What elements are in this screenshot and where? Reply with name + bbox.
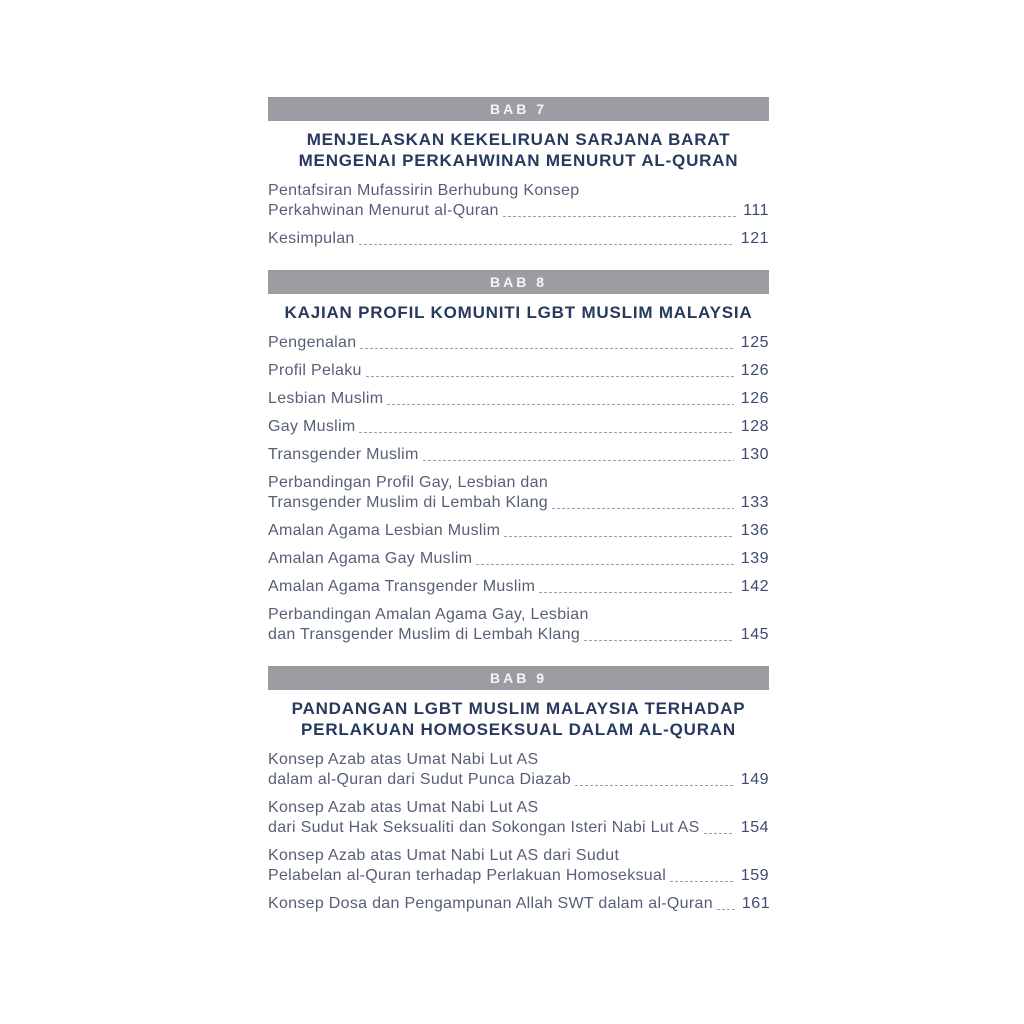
chapter-bab-bar <box>268 666 769 690</box>
toc-entry <box>268 894 769 914</box>
dot-leader <box>503 216 736 217</box>
dot-leader <box>360 348 733 349</box>
toc-entry <box>268 521 769 541</box>
toc-entry-lastline <box>268 818 769 838</box>
toc-page-number: 154 <box>740 819 769 836</box>
dot-leader <box>423 460 734 461</box>
toc-entry-lastline <box>268 361 769 381</box>
toc-entry-line: Pentafsiran Mufassirin Berhubung Konsep <box>268 182 580 199</box>
toc-entry <box>268 605 769 645</box>
dot-leader <box>584 640 734 641</box>
toc-entry-text: Konsep Dosa dan Pengampunan Allah SWT dalam al-Quran <box>268 895 713 912</box>
toc-entry-text: Transgender Muslim <box>268 446 419 463</box>
toc-entry-text: Kesimpulan <box>268 230 355 247</box>
toc-page-number: 126 <box>740 362 769 379</box>
toc-entry-line: Konsep Azab atas Umat Nabi Lut AS dari Sudut <box>268 847 620 864</box>
toc-entry-text: Amalan Agama Lesbian Muslim <box>268 522 501 539</box>
dot-leader <box>704 833 734 834</box>
toc-entry <box>268 333 769 353</box>
toc-page-number: 133 <box>740 494 769 511</box>
toc-page-number: 136 <box>740 522 769 539</box>
toc-entry-lastline <box>268 770 769 790</box>
toc-entry-line: Konsep Azab atas Umat Nabi Lut AS <box>268 799 539 816</box>
toc-page-number: 111 <box>743 202 769 219</box>
toc-page-number: 159 <box>740 867 769 884</box>
chapter-bab-label: BAB 7 <box>489 101 547 117</box>
toc-page-number: 161 <box>741 895 771 912</box>
toc-entries-list <box>268 750 769 914</box>
chapter-bab-label: BAB 9 <box>489 670 547 686</box>
chapter-section <box>268 270 769 645</box>
toc-entries-list <box>268 333 769 645</box>
toc-entry <box>268 229 769 249</box>
toc-page-number: 130 <box>740 446 769 463</box>
chapter-section <box>268 666 769 914</box>
chapter-title-line: MENJELASKAN KEKELIRUAN SARJANA BARAT <box>306 130 731 149</box>
dot-leader <box>575 785 734 786</box>
chapters-root <box>268 97 769 914</box>
toc-entry-text: Amalan Agama Transgender Muslim <box>268 578 536 595</box>
toc-entries-list <box>268 181 769 249</box>
toc-page-number: 128 <box>740 418 769 435</box>
toc-entry-text: Pelabelan al-Quran terhadap Perlakuan Homoseksual <box>268 867 667 884</box>
toc-entry-lastline <box>268 389 769 409</box>
toc-page-number: 121 <box>740 230 769 247</box>
dot-leader <box>670 881 734 882</box>
toc-entry-lastline <box>268 894 769 914</box>
toc-entry <box>268 846 769 886</box>
toc-entry-text: Perkahwinan Menurut al-Quran <box>268 202 499 219</box>
toc-entry-lastline <box>268 549 769 569</box>
toc-page-number: 142 <box>740 578 769 595</box>
dot-leader <box>476 564 733 565</box>
toc-entry-text: Transgender Muslim di Lembah Klang <box>268 494 548 511</box>
toc-page-number: 149 <box>740 771 769 788</box>
chapter-bab-bar <box>268 97 769 121</box>
toc-entry-lastline <box>268 333 769 353</box>
chapter-bab-label: BAB 8 <box>489 274 547 290</box>
dot-leader <box>539 592 734 593</box>
toc-entry <box>268 750 769 790</box>
toc-entry-text: Amalan Agama Gay Muslim <box>268 550 473 567</box>
chapter-title <box>268 302 769 323</box>
toc-entry-lastline <box>268 521 769 541</box>
toc-entry-lastline <box>268 577 769 597</box>
dot-leader <box>717 909 735 910</box>
chapter-title-line: MENGENAI PERKAHWINAN MENURUT AL-QURAN <box>298 151 739 170</box>
toc-entry <box>268 181 769 221</box>
toc-entry <box>268 577 769 597</box>
chapter-bab-bar <box>268 270 769 294</box>
toc-page-number: 139 <box>740 550 769 567</box>
toc-entry-text: Pengenalan <box>268 334 357 351</box>
toc-entry <box>268 549 769 569</box>
toc-entry-line: Perbandingan Profil Gay, Lesbian dan <box>268 474 549 491</box>
chapter-title <box>268 698 769 740</box>
toc-entry-lastline <box>268 229 769 249</box>
toc-entry <box>268 417 769 437</box>
toc-entry <box>268 473 769 513</box>
toc-page-number: 126 <box>740 390 769 407</box>
toc-entry <box>268 389 769 409</box>
dot-leader <box>504 536 734 537</box>
toc-entry-lastline <box>268 493 769 513</box>
toc-column <box>268 97 769 922</box>
toc-entry-text: Lesbian Muslim <box>268 390 384 407</box>
chapter-title-line: KAJIAN PROFIL KOMUNITI LGBT MUSLIM MALAYSIA <box>284 303 753 322</box>
chapter-title-line: PERLAKUAN HOMOSEKSUAL DALAM AL-QURAN <box>301 720 736 739</box>
toc-page-number: 125 <box>740 334 769 351</box>
toc-entry-text: dan Transgender Muslim di Lembah Klang <box>268 626 581 643</box>
toc-entry-text: dalam al-Quran dari Sudut Punca Diazab <box>268 771 572 788</box>
toc-entry-lastline <box>268 417 769 437</box>
toc-entry <box>268 361 769 381</box>
chapter-title-line: PANDANGAN LGBT MUSLIM MALAYSIA TERHADAP <box>291 699 746 718</box>
toc-entry-line: Konsep Azab atas Umat Nabi Lut AS <box>268 751 539 768</box>
toc-entry-lastline <box>268 625 769 645</box>
dot-leader <box>552 508 734 509</box>
chapter-section <box>268 97 769 249</box>
toc-entry-text: dari Sudut Hak Seksualiti dan Sokongan Isteri Nabi Lut AS <box>268 819 700 836</box>
toc-entry-lastline <box>268 445 769 465</box>
toc-page-number: 145 <box>740 626 769 643</box>
chapter-title <box>268 129 769 171</box>
toc-entry-text: Profil Pelaku <box>268 362 362 379</box>
toc-entry-text: Gay Muslim <box>268 418 356 435</box>
dot-leader <box>366 376 734 377</box>
dot-leader <box>359 432 733 433</box>
dot-leader <box>359 244 734 245</box>
toc-entry <box>268 798 769 838</box>
toc-entry-line: Perbandingan Amalan Agama Gay, Lesbian <box>268 606 589 623</box>
toc-entry <box>268 445 769 465</box>
dot-leader <box>387 404 733 405</box>
toc-entry-lastline <box>268 201 769 221</box>
toc-entry-lastline <box>268 866 769 886</box>
